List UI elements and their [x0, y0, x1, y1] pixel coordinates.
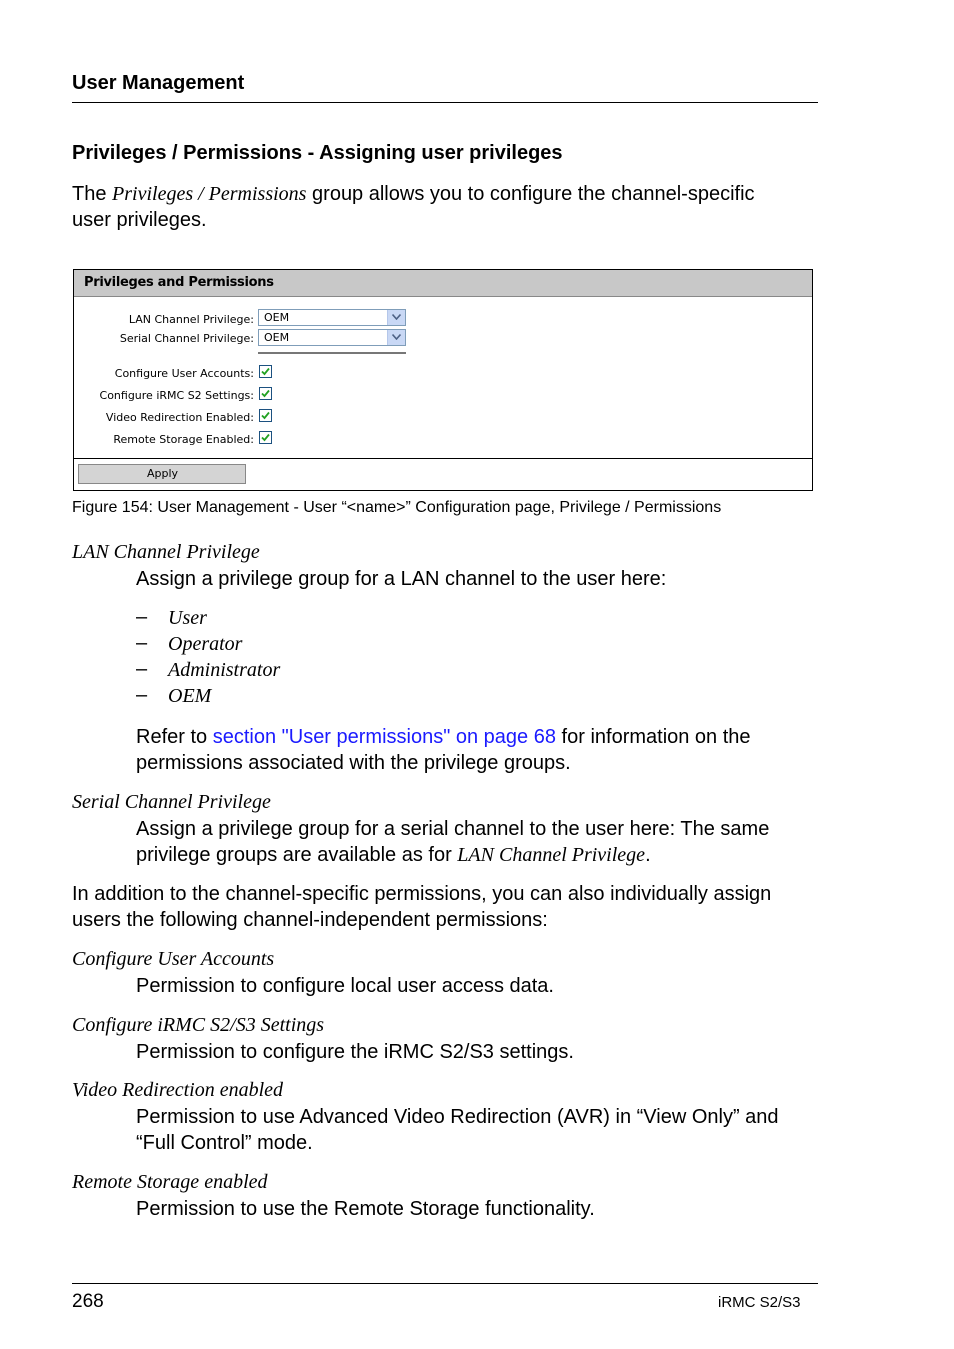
- lan-privilege-select[interactable]: [258, 309, 406, 326]
- permission-term: Configure User Accounts: [72, 948, 275, 970]
- running-header: User Management: [72, 72, 245, 94]
- intro-rest: group allows you to configure the channel-specific: [312, 183, 755, 205]
- permission-desc: Permission to configure local user access data.: [136, 975, 554, 997]
- permission-desc: Permission to configure the iRMC S2/S3 settings.: [136, 1041, 574, 1063]
- permission-desc-line2: “Full Control” mode.: [136, 1132, 313, 1154]
- video-redirection-checkbox[interactable]: [259, 409, 272, 422]
- addition-line1: In addition to the channel-specific permissions, you can also individually assign: [72, 883, 772, 905]
- addition-paragraph: [72, 881, 771, 933]
- list-dash: –: [136, 658, 148, 680]
- configure-irmc-settings-checkbox[interactable]: [259, 387, 272, 400]
- intro-term: Privileges / Permissions: [112, 183, 307, 205]
- panel-title: Privileges and Permissions: [84, 275, 274, 290]
- list-dash: –: [136, 632, 148, 654]
- check-icon: [261, 411, 270, 420]
- permission-term: Remote Storage enabled: [72, 1171, 268, 1193]
- panel-header: [74, 270, 812, 297]
- intro-paragraph: [72, 181, 755, 233]
- lan-desc: Assign a privilege group for a LAN channel to the user here:: [136, 568, 667, 590]
- serial-desc-line2-term: LAN Channel Privilege: [457, 844, 646, 866]
- list-item: User: [168, 607, 207, 629]
- serial-desc-line2-end: .: [645, 844, 651, 866]
- lan-privilege-label: LAN Channel Privilege:: [128, 313, 254, 326]
- configure-user-accounts-checkbox[interactable]: [259, 365, 272, 378]
- serial-privilege-select[interactable]: [258, 329, 406, 346]
- video-redirection-label: Video Redirection Enabled:: [105, 411, 254, 424]
- serial-term: Serial Channel Privilege: [72, 791, 271, 813]
- privileges-panel: [73, 269, 813, 491]
- remote-storage-label: Remote Storage Enabled:: [113, 433, 254, 446]
- chevron-down-icon[interactable]: [387, 330, 405, 345]
- intro-line2: user privileges.: [72, 209, 207, 231]
- list-item: Operator: [168, 633, 243, 655]
- serial-desc-line1: Assign a privilege group for a serial channel to the user here: The same: [136, 818, 770, 840]
- panel-footer: [74, 458, 812, 490]
- lan-term: LAN Channel Privilege: [72, 541, 260, 563]
- check-icon: [261, 389, 270, 398]
- configure-irmc-settings-label: Configure iRMC S2 Settings:: [99, 389, 254, 402]
- permission-desc-line1: Permission to use Advanced Video Redirection (AVR) in “View Only” and: [136, 1106, 779, 1128]
- remote-storage-checkbox[interactable]: [259, 431, 272, 444]
- header-rule: [72, 102, 818, 103]
- user-permissions-link[interactable]: section "User permissions" on page 68: [212, 726, 556, 748]
- section-title: Privileges / Permissions - Assigning user privileges: [72, 142, 563, 164]
- permission-term: Video Redirection enabled: [72, 1079, 284, 1101]
- refer-line2: permissions associated with the privilege groups.: [136, 752, 571, 774]
- page-number: 268: [72, 1291, 104, 1312]
- product-name: iRMC S2/S3: [718, 1294, 801, 1311]
- configure-user-accounts-label: Configure User Accounts:: [114, 367, 254, 380]
- refer-paragraph: [136, 724, 751, 776]
- serial-privilege-value: OEM: [264, 331, 290, 344]
- serial-privilege-label: Serial Channel Privilege:: [119, 332, 254, 345]
- list-item: OEM: [168, 685, 212, 707]
- lan-privilege-value: OEM: [264, 311, 290, 324]
- addition-line2: users the following channel-independent permissions:: [72, 909, 548, 931]
- permission-desc: [136, 1104, 779, 1156]
- check-icon: [261, 433, 270, 442]
- refer-prefix: Refer to: [136, 726, 208, 748]
- apply-button[interactable]: Apply: [78, 464, 246, 484]
- list-item: Administrator: [168, 659, 281, 681]
- permission-desc: Permission to use the Remote Storage functionality.: [136, 1198, 595, 1220]
- list-dash: –: [136, 606, 148, 628]
- footer-rule: [72, 1283, 818, 1284]
- check-icon: [261, 367, 270, 376]
- refer-suffix: for information on the: [561, 726, 751, 748]
- list-dash: –: [136, 684, 148, 706]
- serial-desc-line2-prefix: privilege groups are available as for: [136, 844, 452, 866]
- figure-caption: Figure 154: User Management - User “<name>” Configuration page, Privilege / Permissions: [72, 499, 722, 516]
- serial-desc: [136, 816, 769, 868]
- chevron-down-icon[interactable]: [387, 310, 405, 325]
- intro-prefix: The: [72, 183, 107, 205]
- separator-line: [258, 352, 406, 354]
- permission-term: Configure iRMC S2/S3 Settings: [72, 1014, 325, 1036]
